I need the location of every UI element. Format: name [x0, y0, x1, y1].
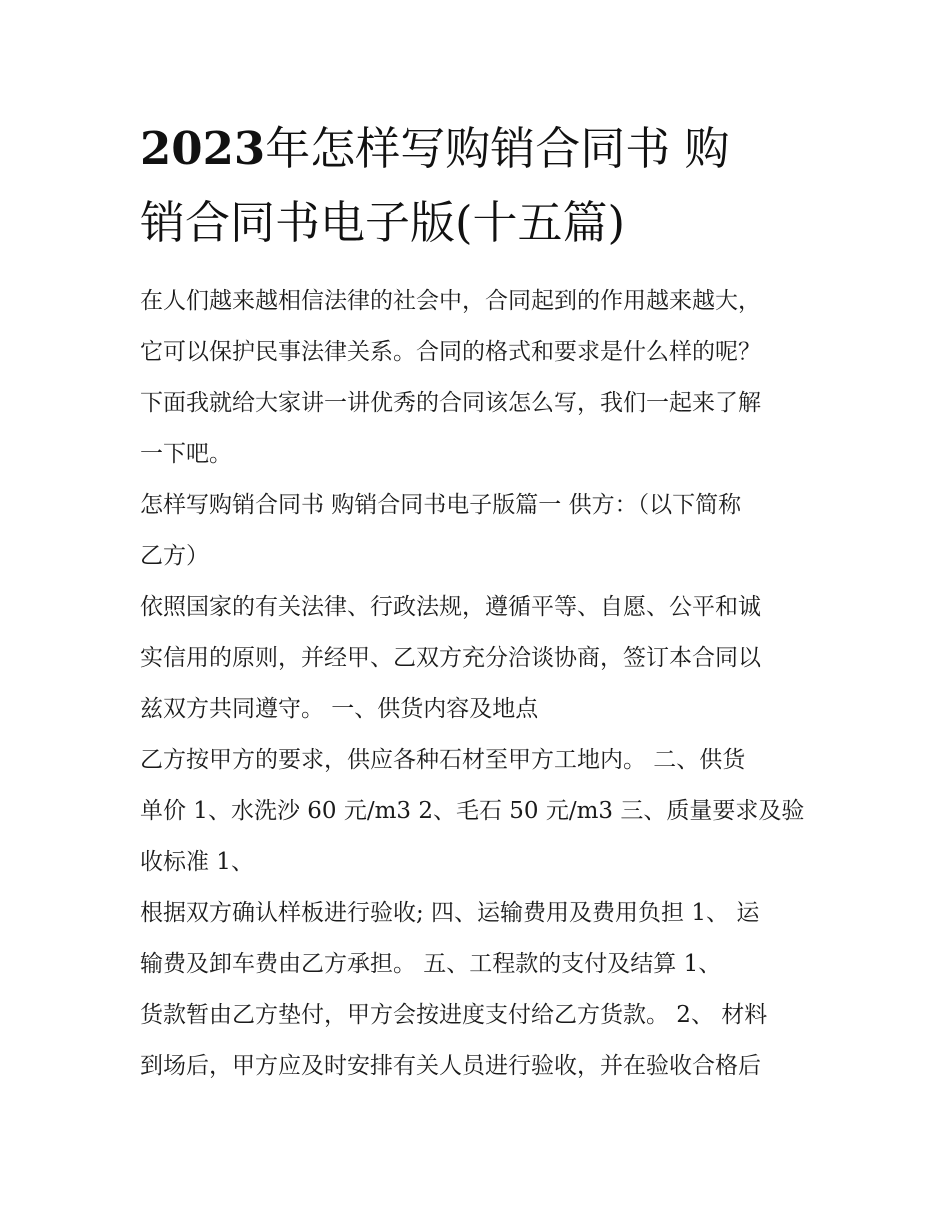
- body-line: 实信用的原则，并经甲、乙双方充分洽谈协商，签订本合同以: [140, 645, 761, 671]
- body-line: 在人们越来越相信法律的社会中，合同起到的作用越来越大，: [140, 288, 761, 314]
- document-body: [140, 276, 830, 1092]
- title-line-1: 年怎样写购销合同书 购: [265, 122, 730, 175]
- body-line: 怎样写购销合同书 购销合同书电子版篇一 供方：（以下简称: [140, 492, 742, 518]
- body-line: 货款暂由乙方垫付，甲方会按进度支付给乙方货款。 2、 材料: [140, 1002, 768, 1028]
- body-line: 到场后，甲方应及时安排有关人员进行验收，并在验收合格后: [140, 1053, 761, 1079]
- body-line: 输费及卸车费由乙方承担。 五、工程款的支付及结算 1、: [140, 951, 722, 977]
- title-line-2: 销合同书电子版(十五篇): [140, 196, 626, 249]
- body-line: 根据双方确认样板进行验收; 四、运输费用及费用负担 1、 运: [140, 900, 760, 926]
- body-line: 乙方按甲方的要求，供应各种石材至甲方工地内。 二、供货: [140, 747, 746, 773]
- body-line: 兹双方共同遵守。 一、供货内容及地点: [140, 696, 539, 722]
- document-title: [140, 112, 820, 260]
- body-line: 一下吧。: [140, 441, 232, 467]
- body-line: 收标准 1、: [140, 849, 254, 875]
- body-line: 下面我就给大家讲一讲优秀的合同该怎么写，我们一起来了解: [140, 390, 761, 416]
- body-line: 它可以保护民事法律关系。合同的格式和要求是什么样的呢？: [140, 339, 761, 365]
- title-year: 2023: [140, 122, 266, 175]
- body-line: 单价 1、水洗沙 60 元/m3 2、毛石 50 元/m3 三、质量要求及验: [140, 798, 805, 824]
- body-line: 乙方）: [140, 543, 209, 569]
- body-line: 依照国家的有关法律、行政法规，遵循平等、自愿、公平和诚: [140, 594, 761, 620]
